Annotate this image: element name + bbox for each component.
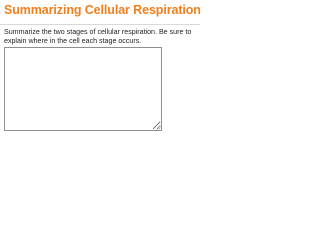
question-prompt: Summarize the two stages of cellular respiration. Be sure to explain where in the cell each stage occurs. bbox=[4, 28, 192, 45]
answer-textarea[interactable] bbox=[4, 47, 162, 131]
page-title: Summarizing Cellular Respiration bbox=[4, 3, 201, 17]
title-divider bbox=[0, 24, 200, 25]
